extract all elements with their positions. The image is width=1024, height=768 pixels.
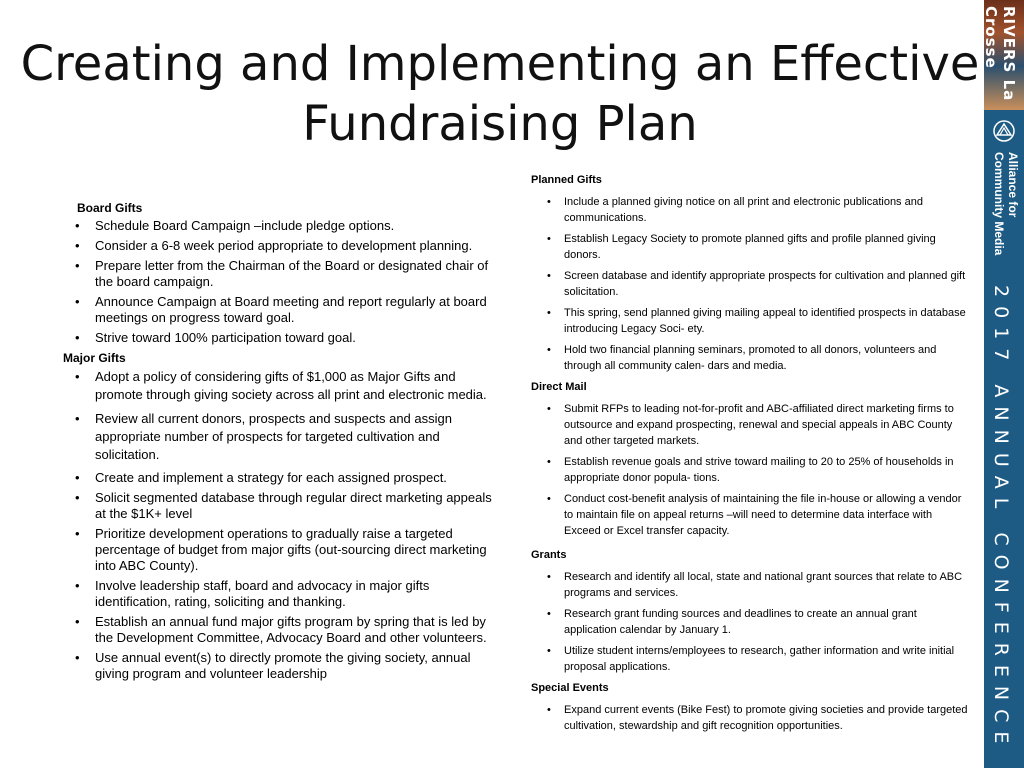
major-gifts-list bbox=[63, 368, 503, 682]
rivers-photo bbox=[984, 0, 1024, 110]
list-item: • Involve leadership staff, board and advocacy in major gifts identification, rating, soliciting and thanking. bbox=[63, 578, 503, 610]
direct-mail-heading: Direct Mail bbox=[531, 381, 587, 393]
alliance-logo-icon bbox=[993, 120, 1015, 142]
planned-gifts-list bbox=[531, 194, 971, 374]
list-item: • Research and identify all local, state and national grant sources that relate to ABC programs and services. bbox=[531, 569, 971, 601]
board-gifts-list bbox=[63, 218, 503, 346]
conference-label: 2017 ANNUAL CONFERENCE bbox=[990, 285, 1012, 753]
list-item: • Establish revenue goals and strive toward mailing to 20 to 25% of households in appropriate donor popula- tions. bbox=[531, 454, 971, 486]
list-item: • Create and implement a strategy for each assigned prospect. bbox=[63, 470, 503, 486]
list-item: • Use annual event(s) to directly promote the giving society, annual giving program and volunteer leadership bbox=[63, 650, 503, 682]
list-item: • Research grant funding sources and deadlines to create an annual grant application calendar by January 1. bbox=[531, 606, 971, 638]
list-item: • Utilize student interns/employees to research, gather information and write initial proposal applications. bbox=[531, 643, 971, 675]
list-item: • Review all current donors, prospects and suspects and assign appropriate number of prospects for targeted cultivation and solicitation. bbox=[63, 410, 503, 464]
list-item: • Establish Legacy Society to promote planned gifts and profile planned giving donors. bbox=[531, 231, 971, 263]
list-item: • Submit RFPs to leading not-for-profit and ABC-affiliated direct marketing firms to outsource and expand prospecting, renewal and special appeals in ABC County and other targeted markets. bbox=[531, 401, 971, 449]
list-item: • Establish an annual fund major gifts program by spring that is led by the Development Committee, Advocacy Board and other volunteers. bbox=[63, 614, 503, 646]
conference-sidebar bbox=[984, 0, 1024, 768]
list-item: • Schedule Board Campaign –include pledge options. bbox=[63, 218, 503, 234]
list-item: • Consider a 6-8 week period appropriate to development planning. bbox=[63, 238, 503, 254]
alliance-logo bbox=[988, 116, 1020, 256]
list-item: • Strive toward 100% participation toward goal. bbox=[63, 330, 503, 346]
list-item: • Hold two financial planning seminars, promoted to all donors, volunteers and through all community calen- dars and media. bbox=[531, 342, 971, 374]
list-item: • Conduct cost-benefit analysis of maintaining the file in-house or allowing a vendor to maintain file on appeal returns –will need to determine data interface with Exceed or Excel transfer capacity. bbox=[531, 491, 971, 539]
list-item: • This spring, send planned giving mailing appeal to identified prospects in database introducing Legacy Soci- ety. bbox=[531, 305, 971, 337]
list-item: • Adopt a policy of considering gifts of $1,000 as Major Gifts and promote through giving society across all print and electronic media. bbox=[63, 368, 503, 404]
special-events-list bbox=[531, 702, 971, 734]
right-column bbox=[531, 170, 971, 739]
planned-gifts-heading: Planned Gifts bbox=[531, 174, 602, 186]
direct-mail-list bbox=[531, 401, 971, 539]
rivers-logo-text: RIVERS La Crosse bbox=[982, 6, 1018, 102]
grants-heading: Grants bbox=[531, 549, 567, 561]
grants-list bbox=[531, 569, 971, 675]
left-column bbox=[63, 200, 503, 686]
title-line-2: Fundraising Plan bbox=[302, 96, 698, 152]
list-item: • Expand current events (Bike Fest) to promote giving societies and provide targeted cultivation, stewardship and gift recognition opportunities. bbox=[531, 702, 971, 734]
major-gifts-heading: Major Gifts bbox=[63, 351, 126, 365]
list-item: • Include a planned giving notice on all print and electronic publications and communications. bbox=[531, 194, 971, 226]
list-item: • Announce Campaign at Board meeting and report regularly at board meetings on progress toward goal. bbox=[63, 294, 503, 326]
slide-title bbox=[20, 34, 980, 154]
alliance-logo-text: Alliance for Community Media bbox=[992, 152, 1020, 256]
list-item: • Screen database and identify appropriate prospects for cultivation and planned gift solicitation. bbox=[531, 268, 971, 300]
list-item: • Prioritize development operations to gradually raise a targeted percentage of budget from major gifts (out-sourcing direct marketing into ABC County). bbox=[63, 526, 503, 574]
list-item: • Solicit segmented database through regular direct marketing appeals at the $1K+ level bbox=[63, 490, 503, 522]
special-events-heading: Special Events bbox=[531, 682, 609, 694]
title-line-1: Creating and Implementing an Effective bbox=[20, 36, 980, 92]
list-item: • Prepare letter from the Chairman of the Board or designated chair of the board campaign. bbox=[63, 258, 503, 290]
board-gifts-heading: Board Gifts bbox=[77, 201, 143, 215]
